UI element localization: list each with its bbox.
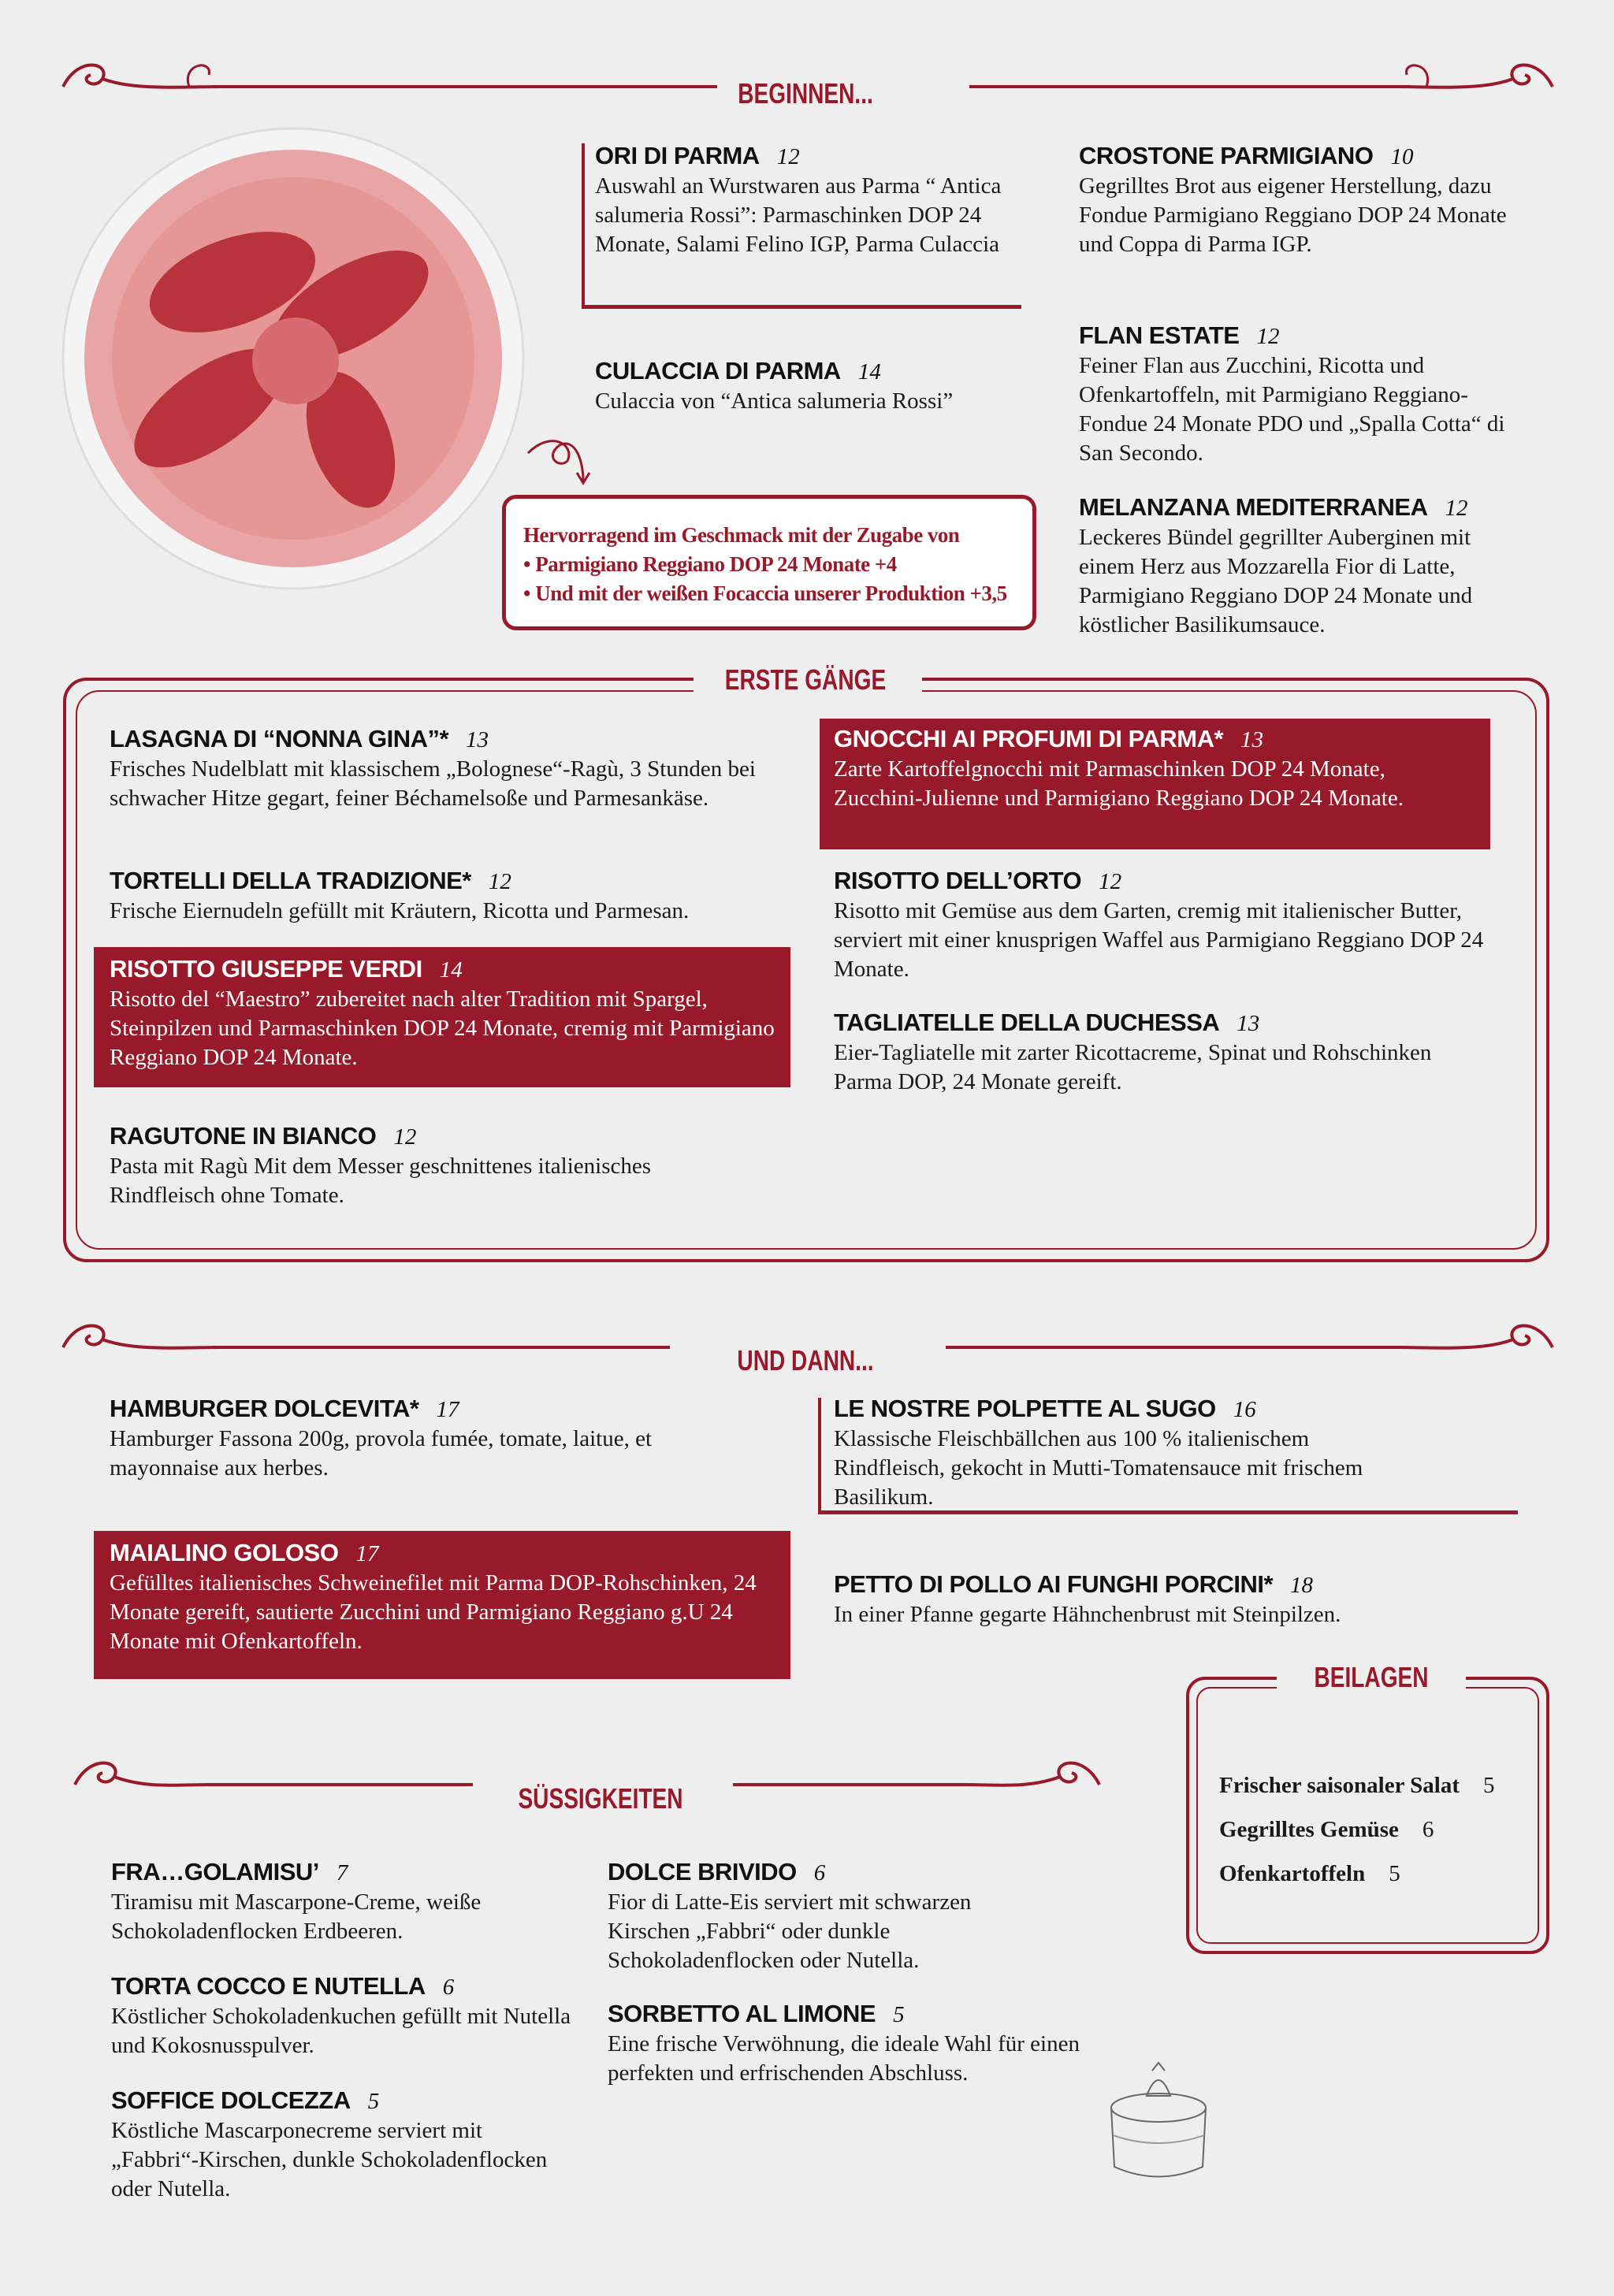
item-name: MELANZANA MEDITERRANEA (1079, 493, 1428, 521)
item-price: 13 (466, 727, 489, 752)
divider (205, 1783, 473, 1786)
flourish-right-icon (1395, 1316, 1553, 1363)
callout-line: • Parmigiano Reggiano DOP 24 Monate +4 (523, 552, 897, 576)
item-desc: Gefülltes italienisches Schweinefilet mit Parma DOP-Rohschinken, 24 Monate gereift, sautierte Zucchini und Parmigiano Reggiano g.U 24 Monate mit Ofenkartoffeln. (110, 1570, 757, 1654)
side-item: Frischer saisonaler Salat 5 (1219, 1773, 1495, 1798)
divider (969, 85, 1411, 88)
item-price: 13 (1237, 1011, 1260, 1036)
menu-item (111, 2086, 552, 2204)
flourish-left-icon (63, 1316, 221, 1363)
item-desc: Culaccia von “Antica salumeria Rossi” (595, 388, 954, 414)
menu-item-highlighted (820, 719, 1490, 849)
item-desc: Köstlicher Schokoladenkuchen gefüllt mit Nutella und Kokosnusspulver. (111, 2004, 571, 2058)
item-price: 5 (893, 2002, 905, 2027)
section-title-suessigkeiten: SÜSSIGKEITEN (518, 1782, 683, 1815)
item-name: DOLCE BRIVIDO (608, 1858, 797, 1885)
callout-line: • Und mit der weißen Focaccia unserer Produktion +3,5 (523, 581, 1007, 605)
side-item: Gegrilltes Gemüse 6 (1219, 1817, 1434, 1842)
item-price: 10 (1390, 144, 1414, 169)
item-desc: Fior di Latte-Eis serviert mit schwarzen Kirschen „Fabbri“ oder dunkle Schokoladenflocken oder Nutella. (608, 1889, 972, 1973)
item-price: 14 (857, 359, 881, 385)
divider (946, 1346, 1403, 1349)
item-name: MAIALINO GOLOSO (110, 1539, 339, 1566)
menu-item (110, 867, 803, 926)
menu-item (834, 1395, 1417, 1512)
item-name: CULACCIA DI PARMA (595, 357, 841, 385)
item-desc: Hamburger Fassona 200g, provola fumée, tomate, laitue, et mayonnaise aux herbes. (110, 1426, 653, 1481)
item-desc: Gegrilltes Brot aus eigener Herstellung, dazu Fondue Parmigiano Reggiano DOP 24 Monate und Coppa di Parma IGP. (1079, 173, 1507, 257)
menu-item (1079, 493, 1520, 640)
item-desc: Köstliche Mascarponecreme serviert mit „Fabbri“-Kirschen, dunkle Schokoladenflocken oder Nutella. (111, 2118, 548, 2201)
divider (213, 1346, 670, 1349)
item-desc: In einer Pfanne gegarte Hähnchenbrust mit Steinpilzen. (834, 1602, 1341, 1627)
flourish-left-icon (75, 1753, 209, 1800)
menu-item (608, 1858, 1049, 1975)
item-desc: Risotto mit Gemüse aus dem Garten, cremig mit italienischer Butter, serviert mit einer knusprigen Waffel aus Parmigiano Reggiano DOP 24 Monate. (834, 898, 1484, 982)
item-desc: Risotto del “Maestro” zubereitet nach alter Tradition mit Spargel, Steinpilzen und Parmaschinken DOP 24 Monate, cremig mit Parmigiano Reggiano DOP 24 Monate. (110, 986, 775, 1070)
item-name: RISOTTO GIUSEPPE VERDI (110, 955, 422, 983)
item-price: 13 (1240, 727, 1264, 752)
item-desc: Auswahl an Wurstwaren aus Parma “ Antica salumeria Rossi”: Parmaschinken DOP 24 Monate, Salami Felino IGP, Parma Culaccia (595, 173, 1002, 257)
item-name: PETTO DI POLLO AI FUNGHI PORCINI* (834, 1570, 1274, 1598)
item-name: RAGUTONE IN BIANCO (110, 1122, 377, 1150)
charcuterie-plate-image (59, 124, 527, 593)
flourish-right-icon (1395, 55, 1553, 102)
menu-item (1079, 142, 1520, 259)
item-desc: Pasta mit Ragù Mit dem Messer geschnittenes italienisches Rindfleisch ohne Tomate. (110, 1154, 652, 1208)
item-desc: Zarte Kartoffelgnocchi mit Parmaschinken DOP 24 Monate, Zucchini-Julienne und Parmigiano Reggiano DOP 24 Monate. (834, 756, 1404, 811)
section-title-beginnen: BEGINNEN... (738, 77, 873, 110)
add-on-callout (502, 495, 1036, 630)
menu-item (595, 142, 1021, 259)
item-name: TAGLIATELLE DELLA DUCHESSA (834, 1009, 1220, 1036)
item-price: 17 (436, 1397, 459, 1422)
item-desc: Klassische Fleischbällchen aus 100 % italienischem Rindfleisch, gekocht in Mutti-Tomatensauce mit frischem Basilikum. (834, 1426, 1363, 1510)
divider (213, 85, 717, 88)
item-desc: Feiner Flan aus Zucchini, Ricotta und Ofenkartoffeln, mit Parmigiano Reggiano-Fondue 24 Monate PDO und „Spalla Cotta“ di San Secondo. (1079, 353, 1505, 466)
item-desc: Leckeres Bündel gegrillter Auberginen mit einem Herz aus Mozzarella Fior di Latte, Parmigiano Reggiano DOP 24 Monate und köstlicher Basilikumsauce. (1079, 525, 1473, 637)
item-price: 5 (367, 2089, 380, 2114)
item-name: FLAN ESTATE (1079, 321, 1240, 349)
item-name: FRA…GOLAMISU’ (111, 1858, 319, 1885)
item-desc: Frische Eiernudeln gefüllt mit Kräutern, Ricotta und Parmesan. (110, 898, 690, 923)
menu-item (1079, 321, 1520, 468)
menu-item (834, 1009, 1464, 1097)
section-title-erste-gaenge: ERSTE GÄNGE (724, 663, 887, 696)
menu-item (834, 867, 1512, 984)
item-name: RISOTTO DELL’ORTO (834, 867, 1082, 894)
item-name: SORBETTO AL LIMONE (608, 2000, 876, 2027)
item-name: ORI DI PARMA (595, 142, 760, 169)
item-price: 12 (1445, 496, 1468, 521)
item-price: 6 (813, 1860, 826, 1885)
menu-item (111, 1972, 584, 2060)
item-price: 14 (439, 957, 463, 983)
item-price: 16 (1233, 1397, 1256, 1422)
item-price: 12 (776, 144, 800, 169)
item-name: GNOCCHI AI PROFUMI DI PARMA* (834, 725, 1224, 752)
flourish-right-icon (965, 1753, 1099, 1800)
menu-item (110, 1395, 677, 1483)
callout-intro: Hervorragend im Geschmack mit der Zugabe von (523, 523, 960, 547)
item-name: TORTELLI DELLA TRADIZIONE* (110, 867, 471, 894)
menu-item (110, 725, 795, 813)
section-title-und-dann: UND DANN... (737, 1344, 874, 1376)
menu-item (595, 357, 1036, 416)
item-price: 7 (336, 1860, 348, 1885)
item-name: LASAGNA DI “NONNA GINA”* (110, 725, 449, 752)
item-price: 12 (1256, 324, 1280, 349)
item-name: LE NOSTRE POLPETTE AL SUGO (834, 1395, 1216, 1422)
item-name: CROSTONE PARMIGIANO (1079, 142, 1374, 169)
item-desc: Tiramisu mit Mascarpone-Creme, weiße Schokoladenflocken Erdbeeren. (111, 1889, 482, 1944)
menu-item-highlighted (94, 1531, 790, 1679)
menu-item-highlighted (94, 947, 790, 1087)
item-desc: Eine frische Verwöhnung, die ideale Wahl für einen perfekten und erfrischenden Abschluss. (608, 2031, 1080, 2086)
arrow-icon (528, 437, 607, 485)
divider (733, 1783, 969, 1786)
item-price: 18 (1290, 1573, 1314, 1598)
item-price: 12 (393, 1124, 417, 1150)
item-name: HAMBURGER DOLCEVITA* (110, 1395, 419, 1422)
item-desc: Eier-Tagliatelle mit zarter Ricottacreme, Spinat und Rohschinken Parma DOP, 24 Monate gereift. (834, 1040, 1432, 1094)
menu-item (834, 1570, 1512, 1629)
item-price: 12 (1099, 869, 1122, 894)
menu-item (608, 2000, 1112, 2088)
side-item: Ofenkartoffeln 5 (1219, 1861, 1400, 1886)
item-name: TORTA COCCO E NUTELLA (111, 1972, 426, 2000)
item-price: 12 (488, 869, 511, 894)
menu-item (110, 1122, 661, 1210)
item-name: SOFFICE DOLCEZZA (111, 2086, 351, 2114)
item-price: 17 (355, 1541, 379, 1566)
beilagen-list (1219, 1763, 1550, 1896)
section-title-beilagen: BEILAGEN (1314, 1661, 1429, 1693)
item-price: 6 (442, 1975, 455, 2000)
cake-illustration (1103, 2049, 1214, 2190)
item-desc: Frisches Nudelblatt mit klassischem „Bolognese“-Ragù, 3 Stunden bei schwacher Hitze gegart, feiner Béchamelsoße und Parmesankäse. (110, 756, 756, 811)
menu-item (111, 1858, 584, 1946)
flourish-left-icon (63, 55, 221, 102)
